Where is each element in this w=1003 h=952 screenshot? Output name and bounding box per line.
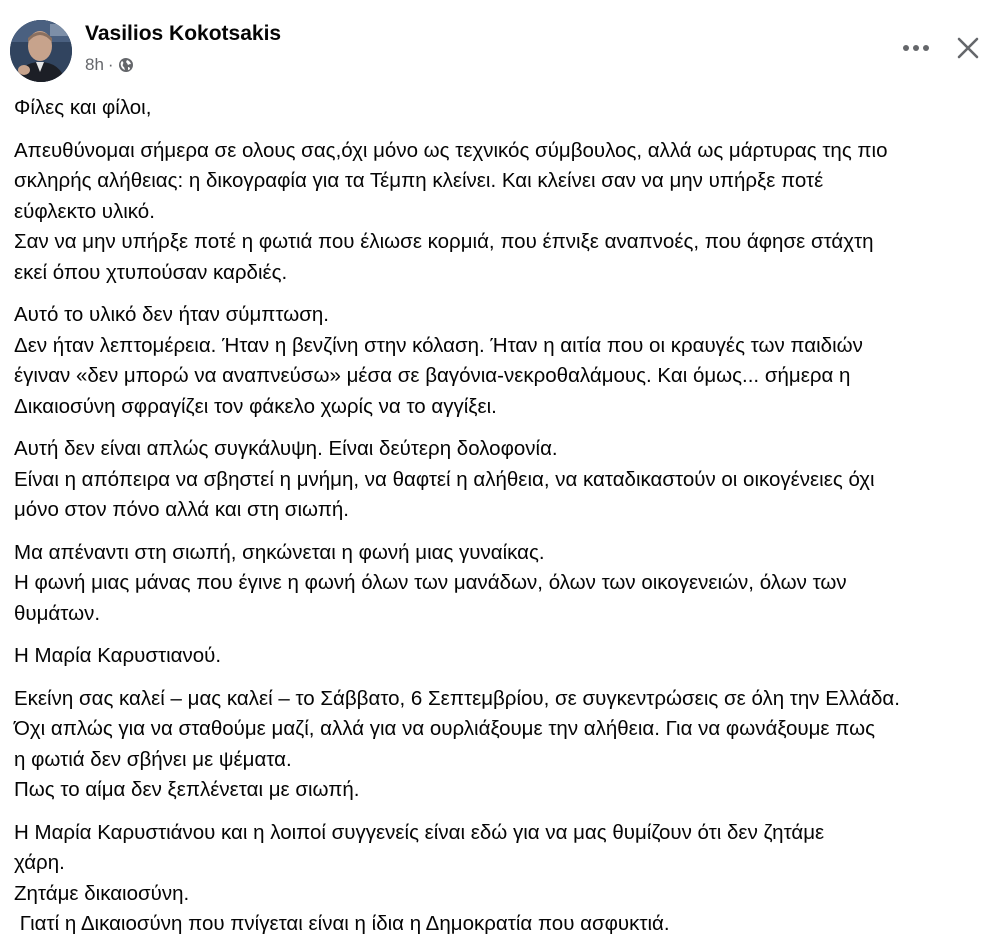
text-line: Η Μαρία Καρυστιάνου και η λοιποί συγγενείς είναι εδώ για να μας θυμίζουν ότι δεν ζητάμε bbox=[14, 820, 825, 844]
text-line: Όχι απλώς για να σταθούμε μαζί, αλλά για να ουρλιάξουμε την αλήθεια. Για να φωνάξουμε πως bbox=[14, 717, 875, 740]
paragraph-4 bbox=[14, 434, 999, 526]
text-line: έγιναν «δεν μπορώ να αναπνεύσω» μέσα σε βαγόνια-νεκροθαλάμους. Και όμως... σήμερα η bbox=[14, 364, 851, 387]
text-line: χάρη. bbox=[14, 851, 65, 874]
text-line: Δεν ήταν λεπτομέρεια. Ήταν η βενζίνη στην κόλαση. Ήταν η αιτία που οι κραυγές των παιδιών bbox=[14, 333, 863, 357]
text-line: σκληρής αλήθειας: η δικογραφία για τα Τέμπη κλείνει. Και κλείνει σαν να μην υπήρξε ποτέ bbox=[14, 169, 824, 192]
post-time[interactable]: 8h bbox=[85, 55, 104, 74]
post-header bbox=[10, 20, 993, 84]
paragraph-2 bbox=[14, 136, 999, 289]
more-options-button[interactable] bbox=[894, 32, 938, 64]
paragraph-6 bbox=[14, 641, 999, 672]
globe-icon bbox=[118, 57, 134, 73]
text-line: Φίλες και φίλοι, bbox=[14, 96, 152, 119]
text-line: Η φωνή μιας μάνας που έγινε η φωνή όλων των μανάδων, όλων των οικογενειών, όλων των bbox=[14, 571, 847, 594]
text-line: εύφλεκτο υλικό. bbox=[14, 199, 155, 223]
paragraph-1 bbox=[14, 93, 999, 124]
paragraph-8 bbox=[14, 818, 999, 940]
text-line: εκεί όπου χτυπούσαν καρδιές. bbox=[14, 260, 288, 284]
text-line: μόνο στον πόνο αλλά και στη σιωπή. bbox=[14, 498, 349, 521]
text-line: Εκείνη σας καλεί – μας καλεί – το Σάββατο, 6 Σεπτεμβρίου, σε συγκεντρώσεις σε όλη την Ελλάδα. bbox=[14, 686, 900, 710]
close-button[interactable] bbox=[948, 28, 988, 68]
text-line: Απευθύνομαι σήμερα σε ολους σας,όχι μόνο ως τεχνικός σύμβουλος, αλλά ως μάρτυρας της πιο bbox=[14, 138, 888, 162]
avatar-image bbox=[10, 20, 72, 82]
text-line: η φωτιά δεν σβήνει με ψέματα. bbox=[14, 747, 292, 771]
author-name[interactable]: Vasilios Kokotsakis bbox=[85, 22, 282, 45]
text-line: Πως το αίμα δεν ξεπλένεται με σιωπή. bbox=[14, 778, 360, 801]
text-line: Ζητάμε δικαιοσύνη. bbox=[14, 881, 190, 905]
paragraph-5 bbox=[14, 538, 999, 630]
text-line: Αυτό το υλικό δεν ήταν σύμπτωση. bbox=[14, 303, 329, 326]
text-line: Δικαιοσύνη σφραγίζει τον φάκελο χωρίς να το αγγίξει. bbox=[14, 394, 497, 418]
text-line: Αυτή δεν είναι απλώς συγκάλυψη. Είναι δεύτερη δολοφονία. bbox=[14, 437, 558, 460]
close-icon bbox=[956, 36, 980, 60]
avatar[interactable] bbox=[10, 20, 72, 82]
text-line: θυμάτων. bbox=[14, 601, 101, 625]
text-line: Σαν να μην υπήρξε ποτέ η φωτιά που έλιωσε κορμιά, που έπνιξε αναπνοές, που άφησε στάχτη bbox=[14, 230, 874, 253]
paragraph-3 bbox=[14, 300, 999, 422]
text-line: Η Μαρία Καρυστιανού. bbox=[14, 644, 222, 667]
text-line: Γιατί η Δικαιοσύνη που πνίγεται είναι η ίδια η Δημοκρατία που ασφυκτιά. bbox=[14, 912, 670, 935]
meta-separator: · bbox=[107, 55, 114, 74]
post-body bbox=[14, 93, 999, 952]
text-line: Είναι η απόπειρα να σβηστεί η μνήμη, να θαφτεί η αλήθεια, να καταδικαστούν οι οικογένειες όχι bbox=[14, 467, 875, 491]
post-meta bbox=[85, 55, 134, 75]
paragraph-7 bbox=[14, 684, 999, 806]
more-horizontal-icon bbox=[902, 44, 930, 52]
text-line: Μα απέναντι στη σιωπή, σηκώνεται η φωνή μιας γυναίκας. bbox=[14, 540, 545, 564]
